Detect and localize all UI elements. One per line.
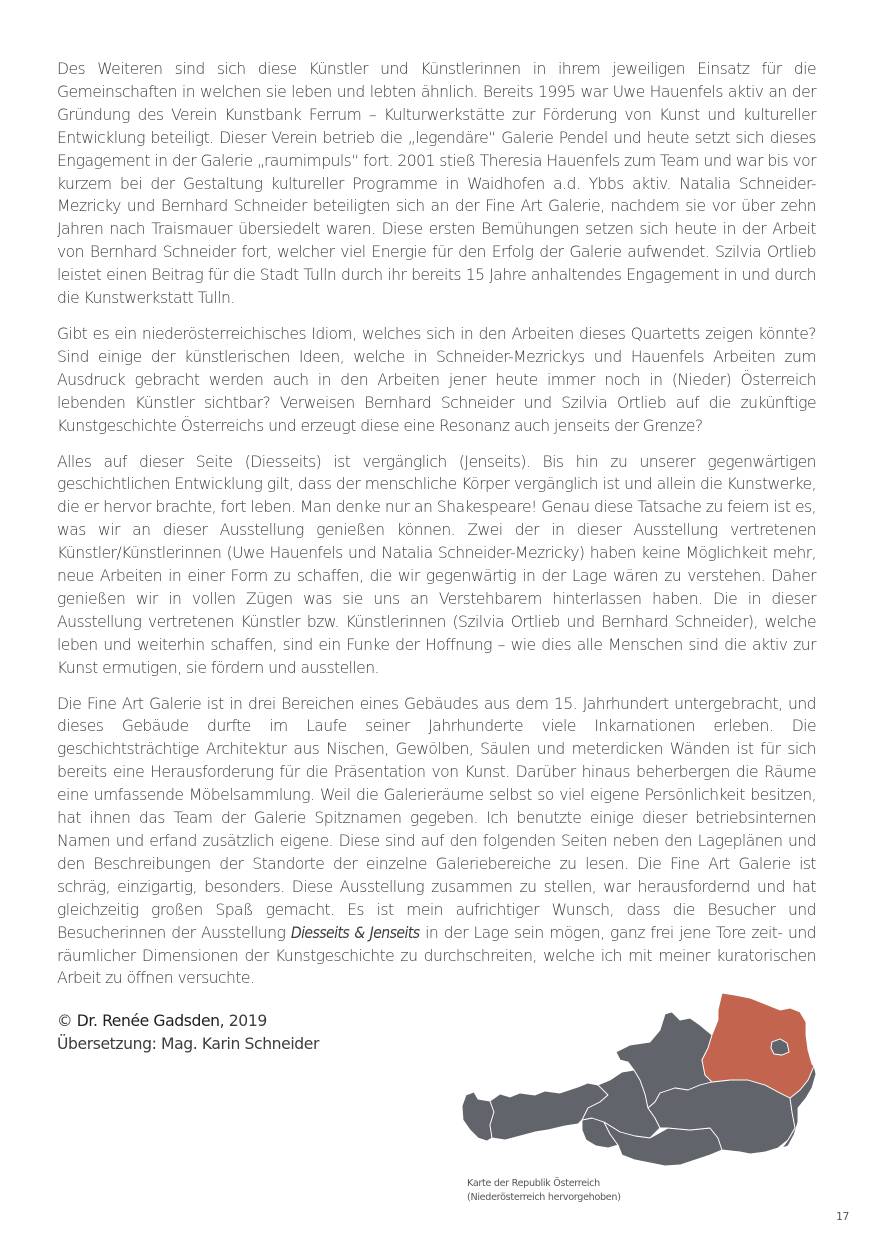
page-number: 17 <box>836 1210 850 1223</box>
exhibition-title: Diesseits & Jenseits <box>290 923 420 942</box>
paragraph-lower-austrian-idiom: Gibt es ein niederösterreichisches Idiom, welches sich in den Arbeiten dieses Quartetts zeigen könnte? Sind einige der künstlerischen Ideen, welche in Schneider-Mezrickys und Hauenfels Arbeiten zum Ausdruck gebracht werden auch in den Arbeiten jener heute immer noch in (Nieder) Österreich lebenden Künstler sichtbar? Verweisen Bernhard Schneider und Szilvia Ortlieb auf die zukünftige Kunstgeschichte Österreichs und erzeugt diese eine Resonanz auch jenseits der Grenze? <box>57 324 816 435</box>
translation-credit: Übersetzung: Mag. Karin Schneider <box>57 1034 319 1053</box>
map-region-vorarlberg <box>462 1092 494 1141</box>
copyright-symbol: © <box>57 1012 73 1031</box>
article-body <box>57 58 816 1055</box>
austria-map-icon <box>455 985 835 1185</box>
copyright-year: , 2019 <box>219 1012 267 1031</box>
paragraph-diesseits-jenseits: Alles auf dieser Seite (Diesseits) ist vergänglich (Jenseits). Bis hin zu unserer gegenwärtigen geschichtlichen Entwicklung gilt, dass der menschliche Körper vergänglich ist und allein die Kunstwerke, die er hervor brachte, fort leben. Man denke nur an Shakespeare! Genau diese Tatsache zu feiern ist es, was wir an dieser Ausstellung genießen können. Zwei der in dieser Ausstellung vertretenen Künstler/Künstlerinnen (Uwe Hauenfels und Natalia Schneider-Mezricky) haben keine Möglichkeit mehr, neue Arbeiten in einer Form zu schaffen, die wir gegenwärtig in der Lage wären zu verstehen. Daher genießen wir in vollen Zügen was sie uns an Verstehbarem hinterlassen haben. Die in dieser Ausstellung vertretenen Künstler bzw. Künstlerinnen (Szilvia Ortlieb und Bernhard Schneider), welche leben und weiterhin schaffen, sind ein Funke der Hoffnung – wie dies alle Menschen sind die aktiv zur Kunst ermutigen, sie fördern und ausstellen. <box>57 452 816 677</box>
paragraph-community-engagement: Des Weiteren sind sich diese Künstler und Künstlerinnen in ihrem jeweiligen Einsatz für die Gemeinschaften in welchen sie leben und lebten ähnlich. Bereits 1995 war Uwe Hauenfels aktiv an der Gründung des Verein Kunstbank Ferrum – Kulturwerkstätte zur Förderung von Kunst und kultureller Entwicklung beteiligt. Dieser Verein betrieb die „legendäre“ Galerie Pendel und heute setzt sich dieses Engagement in der Galerie „raumimpuls“ fort. 2001 stieß Theresia Hauenfels zum Team und war bis vor kurzem bei der Gestaltung kultureller Programme in Waidhofen a.d. Ybbs aktiv. Natalia Schneider-Mezricky und Bernhard Schneider beteiligten sich an der Fine Art Galerie, nachdem sie vor über zehn Jahren nach Traismauer übersiedelt waren. Diese ersten Bemühungen setzen sich heute in der Arbeit von Bernhard Schneider fort, welcher viel Energie für den Erfolg der Galerie aufwendet. Szilvia Ortlieb leistet einen Beitrag für die Stadt Tulln durch ihr bereits 15 Jahre anhaltendes Engagement in und durch die Kunstwerkstatt Tulln. <box>57 60 816 308</box>
paragraph-text: Die Fine Art Galerie ist in drei Bereichen eines Gebäudes aus dem 15. Jahrhundert untergebracht, und dieses Gebäude durfte im Laufe seiner Jahrhunderte viele Inkarnationen erleben. Die geschichtsträchtige Architektur aus Nischen, Gewölben, Säulen und meterdicken Wänden ist für sich bereits eine Herausforderung für die Präsentation von Kunst. Darüber hinaus beherbergen die Räume eine umfassende Möbelsammlung. Weil die Galerieräume selbst so viel eigene Persönlichkeit besitzen, hat ihnen das Team der Galerie Spitznamen gegeben. Ich benutzte einige dieser betriebsinternen Namen und erfand zusätzlich eigene. Diese sind auf den folgenden Seiten neben den Lageplänen und den Beschreibungen der Standorte der einzelne Galeriebereiche zu lesen. Die Fine Art Galerie ist schräg, einzigartig, besonders. Diese Ausstellung zusammen zu stellen, war herausfordernd und hat gleichzeitig großen Spaß gemacht. Es ist mein aufrichtiger Wunsch, dass die Besucher und Besucherinnen der Ausstellung <box>57 694 816 942</box>
paragraph-text: in der Lage sein mögen, ganz frei jene Tore zeit- und räumlicher Dimensionen der Kunstgeschichte zu durchschreiten, welche ich mit meiner kuratorischen Arbeit zu öffnen versuchte. <box>57 923 816 988</box>
map-caption-note: (Niederösterreich hervorgehoben) <box>467 1192 621 1203</box>
map-caption <box>467 1177 621 1205</box>
paragraph-fine-art-galerie <box>57 693 816 991</box>
map-caption-title: Karte der Republik Österreich <box>467 1178 600 1189</box>
author-name: Dr. Renée Gadsden <box>76 1012 220 1031</box>
